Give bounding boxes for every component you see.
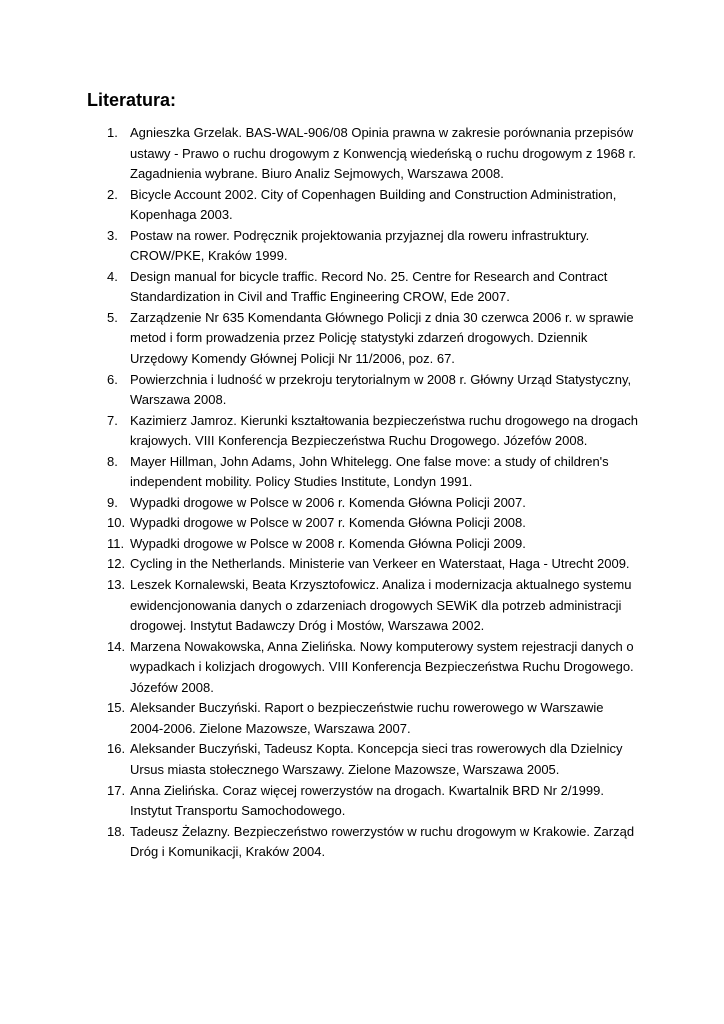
reference-item	[0, 513, 640, 534]
reference-number: 7.	[107, 412, 118, 428]
reference-number: 15.	[107, 700, 126, 716]
reference-number: 12.	[107, 556, 126, 572]
reference-number: 13.	[107, 577, 126, 593]
reference-text: Wypadki drogowe w Polsce w 2007 r. Komenda Główna Policji 2008.	[130, 515, 526, 531]
reference-item	[0, 411, 640, 452]
reference-text: Aleksander Buczyński, Tadeusz Kopta. Koncepcja sieci tras rowerowych dla Dzielnicy Ursus miasta stołecznego Warszawy. Zielone Mazowsze, Warszawa 2005.	[130, 741, 623, 777]
reference-text: Aleksander Buczyński. Raport o bezpieczeństwie ruchu rowerowego w Warszawie 2004-2006. Zielone Mazowsze, Warszawa 2007.	[130, 700, 604, 736]
reference-number: 6.	[107, 371, 118, 387]
reference-text: Mayer Hillman, John Adams, John Whitelegg. One false move: a study of children's independent mobility. Policy Studies Institute, Londyn 1991.	[130, 453, 609, 490]
reference-text: Marzena Nowakowska, Anna Zielińska. Nowy komputerowy system rejestracji danych o wypadkach i kolizjach drogowych. VIII Konferencja Bezpieczeństwa Ruchu Drogowego. Józefów 2008.	[130, 638, 634, 695]
reference-item	[0, 308, 640, 370]
reference-item	[0, 370, 640, 411]
reference-text: Wypadki drogowe w Polsce w 2008 r. Komenda Główna Policji 2009.	[130, 535, 526, 551]
reference-item	[0, 452, 640, 493]
reference-list	[0, 123, 724, 863]
reference-text: Powierzchnia i ludność w przekroju terytorialnym w 2008 r. Główny Urząd Statystyczny, Warszawa 2008.	[130, 371, 632, 408]
reference-text: Leszek Kornalewski, Beata Krzysztofowicz. Analiza i modernizacja aktualnego systemu ewidencjonowania danych o zdarzeniach drogowych SEWiK dla potrzeb administracji drogowej. Instytut Badawczy Dróg i Mostów, Warszawa 2002.	[130, 577, 632, 634]
reference-number: 2.	[107, 186, 118, 202]
reference-number: 16.	[107, 741, 126, 757]
reference-item	[0, 267, 640, 308]
reference-number: 10.	[107, 515, 126, 531]
reference-text: Bicycle Account 2002. City of Copenhagen Building and Construction Administration, Kopenhaga 2003.	[130, 186, 617, 223]
reference-text: Cycling in the Netherlands. Ministerie van Verkeer en Waterstaat, Haga - Utrecht 2009.	[130, 556, 630, 572]
reference-item	[0, 554, 640, 575]
reference-item	[0, 575, 640, 637]
reference-text: Postaw na rower. Podręcznik projektowania przyjaznej dla roweru infrastruktury. CROW/PKE, Kraków 1999.	[130, 227, 590, 264]
reference-number: 5.	[107, 309, 118, 325]
reference-item	[0, 123, 640, 185]
reference-text: Design manual for bicycle traffic. Record No. 25. Centre for Research and Contract Standardization in Civil and Traffic Engineering CROW, Ede 2007.	[130, 268, 608, 305]
reference-item	[0, 637, 640, 699]
reference-text: Anna Zielińska. Coraz więcej rowerzystów na drogach. Kwartalnik BRD Nr 2/1999. Instytut Transportu Samochodowego.	[130, 782, 604, 819]
reference-number: 9.	[107, 494, 118, 510]
reference-number: 17.	[107, 782, 126, 798]
reference-item	[0, 226, 640, 267]
reference-text: Zarządzenie Nr 635 Komendanta Głównego Policji z dnia 30 czerwca 2006 r. w sprawie metod i form prowadzenia przez Policję statystyki zdarzeń drogowych. Dziennik Urzędowy Komendy Głównej Policji Nr 11/2006, poz. 67.	[130, 309, 634, 367]
reference-item	[0, 185, 640, 226]
reference-item	[0, 698, 640, 739]
reference-item	[0, 534, 640, 555]
reference-number: 11.	[107, 535, 125, 551]
reference-item	[0, 781, 640, 822]
reference-text: Wypadki drogowe w Polsce w 2006 r. Komenda Główna Policji 2007.	[130, 494, 526, 510]
page-title: Literatura:	[87, 90, 177, 110]
reference-item	[0, 822, 640, 863]
reference-text: Tadeusz Żelazny. Bezpieczeństwo rowerzystów w ruchu drogowym w Krakowie. Zarząd Dróg i Komunikacji, Kraków 2004.	[130, 823, 635, 860]
reference-number: 1.	[107, 125, 118, 140]
reference-number: 8.	[107, 453, 118, 469]
reference-number: 3.	[107, 227, 118, 243]
reference-number: 18.	[107, 823, 126, 839]
reference-item	[0, 739, 640, 780]
reference-text: Agnieszka Grzelak. BAS-WAL-906/08 Opinia prawna w zakresie porównania przepisów ustawy - Prawo o ruchu drogowym z Konwencją wiedeńską o ruchu drogowym z 1968 r. Zagadnienia wybrane. Biuro Analiz Sejmowych, Warszawa 2008.	[130, 125, 636, 182]
reference-text: Kazimierz Jamroz. Kierunki kształtowania bezpieczeństwa ruchu drogowego na drogach krajowych. VIII Konferencja Bezpieczeństwa Ruchu Drogowego. Józefów 2008.	[130, 412, 638, 449]
reference-number: 4.	[107, 268, 118, 284]
reference-number: 14.	[107, 638, 126, 654]
reference-item	[0, 493, 640, 514]
